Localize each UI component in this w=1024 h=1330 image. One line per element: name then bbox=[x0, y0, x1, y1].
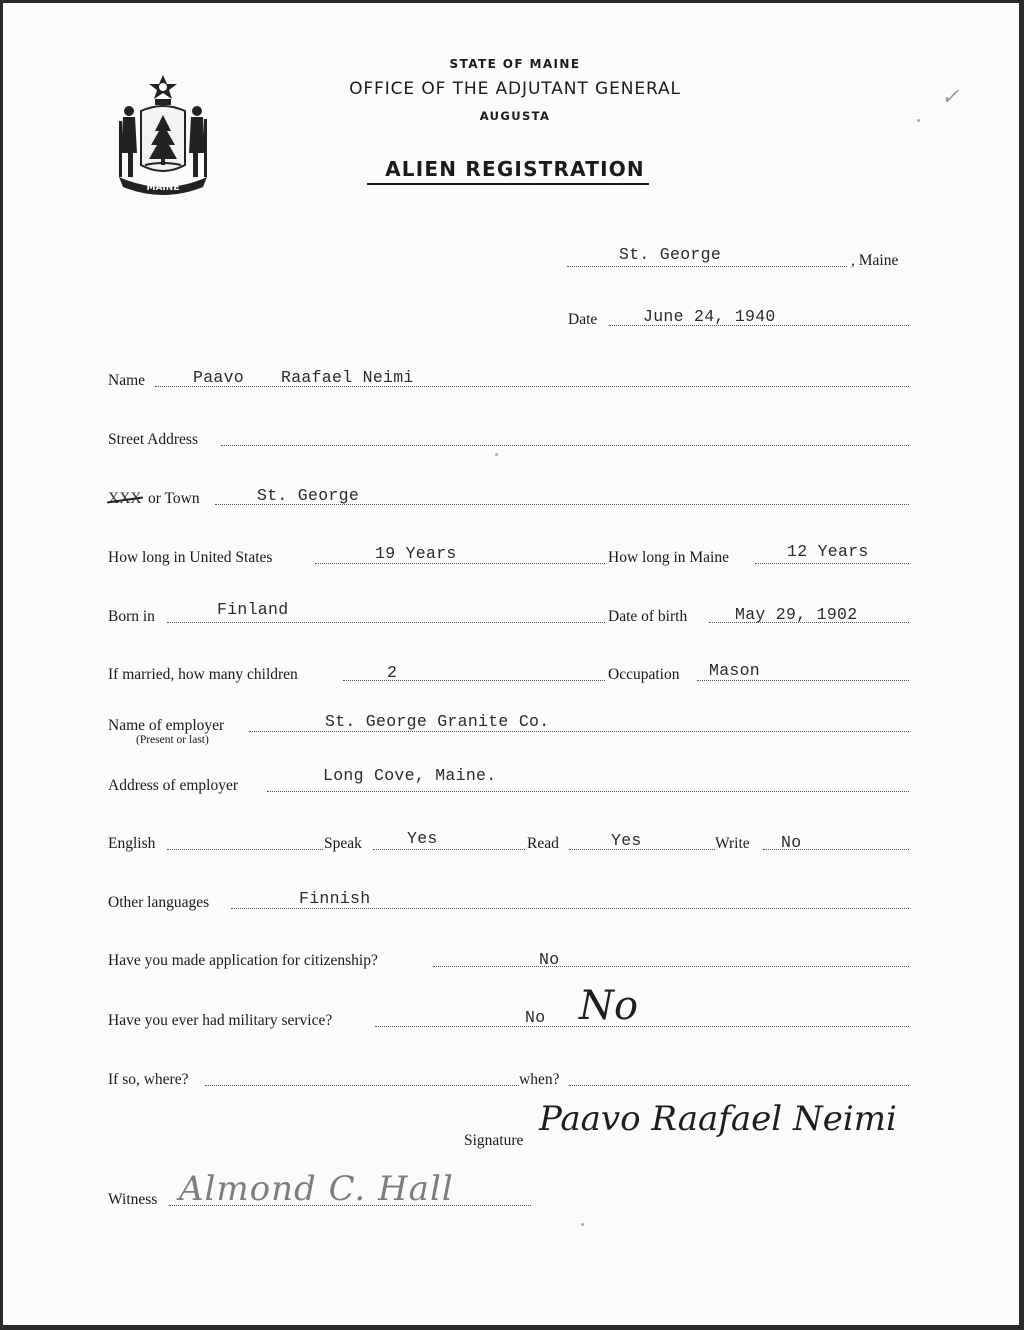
occupation-value: Mason bbox=[709, 661, 761, 680]
other-languages-value: Finnish bbox=[299, 889, 371, 908]
children-label: If married, how many children bbox=[108, 666, 298, 683]
form-title: ALIEN REGISTRATION bbox=[385, 157, 645, 181]
paper-speck bbox=[917, 119, 920, 122]
us-duration-label: How long in United States bbox=[108, 549, 273, 566]
occupation-label: Occupation bbox=[608, 666, 680, 683]
location-line bbox=[567, 266, 847, 267]
name-rest-value: Raafael Neimi bbox=[281, 368, 414, 387]
write-value: No bbox=[781, 833, 802, 852]
paper-speck bbox=[495, 453, 498, 456]
born-line bbox=[167, 622, 605, 623]
employer-sublabel: (Present or last) bbox=[136, 734, 209, 746]
children-line bbox=[343, 680, 605, 681]
other-languages-label: Other languages bbox=[108, 894, 210, 911]
military-handwritten-value: No bbox=[579, 983, 639, 1029]
military-line bbox=[375, 1026, 909, 1027]
street-label: Street Address bbox=[108, 431, 198, 448]
employer-address-line bbox=[267, 791, 909, 792]
write-label: Write bbox=[715, 835, 750, 852]
seal-motto-text: DIRIGO bbox=[153, 108, 173, 114]
employer-line bbox=[249, 731, 909, 732]
name-line bbox=[155, 386, 909, 387]
location-town-value: St. George bbox=[619, 245, 722, 264]
when-label: when? bbox=[519, 1071, 560, 1088]
maine-duration-value: 12 Years bbox=[787, 542, 869, 561]
registration-form bbox=[3, 3, 1019, 1325]
city-town-label: or Town bbox=[148, 490, 200, 507]
witness-signature: Almond C. Hall bbox=[179, 1169, 454, 1209]
read-line bbox=[569, 849, 715, 850]
date-label: Date bbox=[568, 311, 598, 328]
occupation-line bbox=[697, 680, 909, 681]
military-label: Have you ever had military service? bbox=[108, 1012, 333, 1029]
signature-label: Signature bbox=[464, 1132, 524, 1149]
military-value: No bbox=[525, 1008, 546, 1027]
city-town-value: St. George bbox=[257, 486, 360, 505]
where-line bbox=[205, 1085, 519, 1086]
paper-speck bbox=[581, 1223, 584, 1226]
employer-value: St. George Granite Co. bbox=[325, 712, 550, 731]
city-struck-text: XXX bbox=[108, 490, 142, 507]
location-state-label: , Maine bbox=[851, 252, 899, 269]
dob-label: Date of birth bbox=[608, 608, 688, 625]
name-first-value: Paavo bbox=[193, 368, 245, 387]
citizenship-label: Have you made application for citizenship? bbox=[108, 952, 378, 969]
city-heading: AUGUSTA bbox=[479, 109, 551, 123]
name-label: Name bbox=[108, 372, 146, 389]
seal-banner-text: MAINE bbox=[146, 183, 180, 193]
where-label: If so, where? bbox=[108, 1071, 189, 1088]
english-label: English bbox=[108, 835, 156, 852]
born-label: Born in bbox=[108, 608, 155, 625]
witness-label: Witness bbox=[108, 1191, 158, 1208]
title-underline bbox=[367, 183, 649, 185]
speak-value: Yes bbox=[407, 829, 438, 848]
date-value: June 24, 1940 bbox=[643, 307, 776, 326]
check-mark: ✓ bbox=[941, 85, 960, 110]
speak-line bbox=[373, 849, 525, 850]
read-value: Yes bbox=[611, 831, 642, 850]
us-duration-value: 19 Years bbox=[375, 544, 457, 563]
office-heading: OFFICE OF THE ADJUTANT GENERAL bbox=[349, 79, 681, 99]
employer-address-label: Address of employer bbox=[108, 777, 238, 794]
citizenship-line bbox=[433, 966, 909, 967]
street-line bbox=[221, 445, 909, 446]
dob-value: May 29, 1902 bbox=[735, 605, 858, 624]
us-duration-line bbox=[315, 563, 605, 564]
children-value: 2 bbox=[387, 663, 398, 682]
signature-value: Paavo Raafael Neimi bbox=[539, 1099, 897, 1139]
citizenship-value: No bbox=[539, 950, 560, 969]
read-label: Read bbox=[527, 835, 559, 852]
when-line bbox=[569, 1085, 909, 1086]
maine-duration-line bbox=[755, 563, 909, 564]
maine-duration-label: How long in Maine bbox=[608, 549, 729, 566]
other-languages-line bbox=[231, 908, 909, 909]
born-value: Finland bbox=[217, 600, 289, 619]
state-heading: STATE OF MAINE bbox=[449, 57, 581, 71]
english-line bbox=[167, 849, 323, 850]
employer-label: Name of employer bbox=[108, 717, 225, 734]
employer-address-value: Long Cove, Maine. bbox=[323, 766, 497, 785]
speak-label: Speak bbox=[324, 835, 362, 852]
